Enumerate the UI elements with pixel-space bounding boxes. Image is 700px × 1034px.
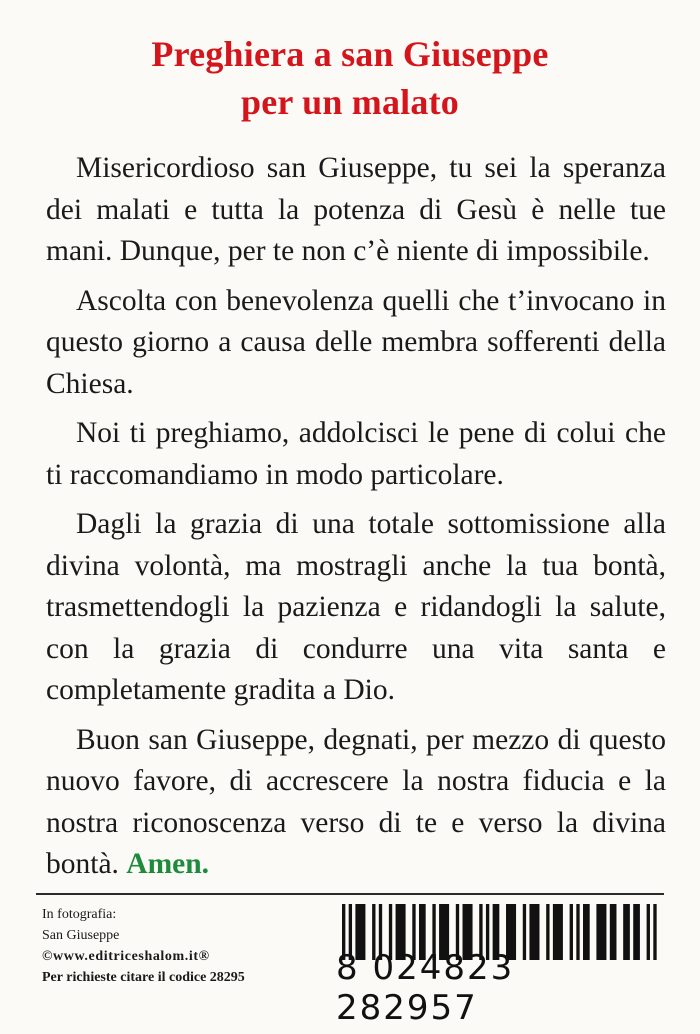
prayer-title (0, 30, 700, 126)
footer-divider (36, 893, 664, 895)
prayer-paragraph-2: Ascolta con benevolenza quelli che t’invocano in questo giorno a causa delle membra sofferenti della Chiesa. (46, 284, 666, 400)
prayer-paragraph-1: Misericordioso san Giuseppe, tu sei la speranza dei malati e tutta la potenza di Gesù è nelle tue mani. Dunque, per te non c’è niente di impossibile. (46, 152, 666, 267)
prayer-paragraph-4: Dagli la grazia di una totale sottomissione alla divina volontà, ma mostragli anche la tua bontà, trasmettendogli la pazienza e ridandogli la salute, con la grazia di condurre una vita santa e completamente gradita a Dio. (46, 508, 666, 706)
credits-block (42, 904, 332, 988)
prayer-paragraph-3: Noi ti preghiamo, addolcisci le pene di colui che ti raccomandiamo in modo particolare. (46, 417, 666, 491)
barcode-digits: 8 024823 282957 (336, 948, 515, 1028)
amen-word: Amen. (126, 848, 210, 880)
title-line-1: Preghiera a san Giuseppe (151, 34, 549, 74)
barcode (336, 904, 666, 1028)
prayer-body (46, 148, 666, 894)
photo-subject: San Giuseppe (42, 928, 120, 943)
photo-label: In fotografia: (42, 907, 117, 922)
publisher-website: ©www.editriceshalom.it® (42, 949, 210, 964)
title-line-2: per un malato (241, 82, 459, 122)
prayer-paragraph-5-text: Buon san Giuseppe, degnati, per mezzo di questo nuovo favore, di accrescere la nostra fiducia e la nostra riconoscenza verso di te e verso la divina bontà. (46, 723, 666, 880)
prayer-paragraph-5 (46, 720, 666, 886)
request-code: Per richieste citare il codice 28295 (42, 970, 245, 985)
